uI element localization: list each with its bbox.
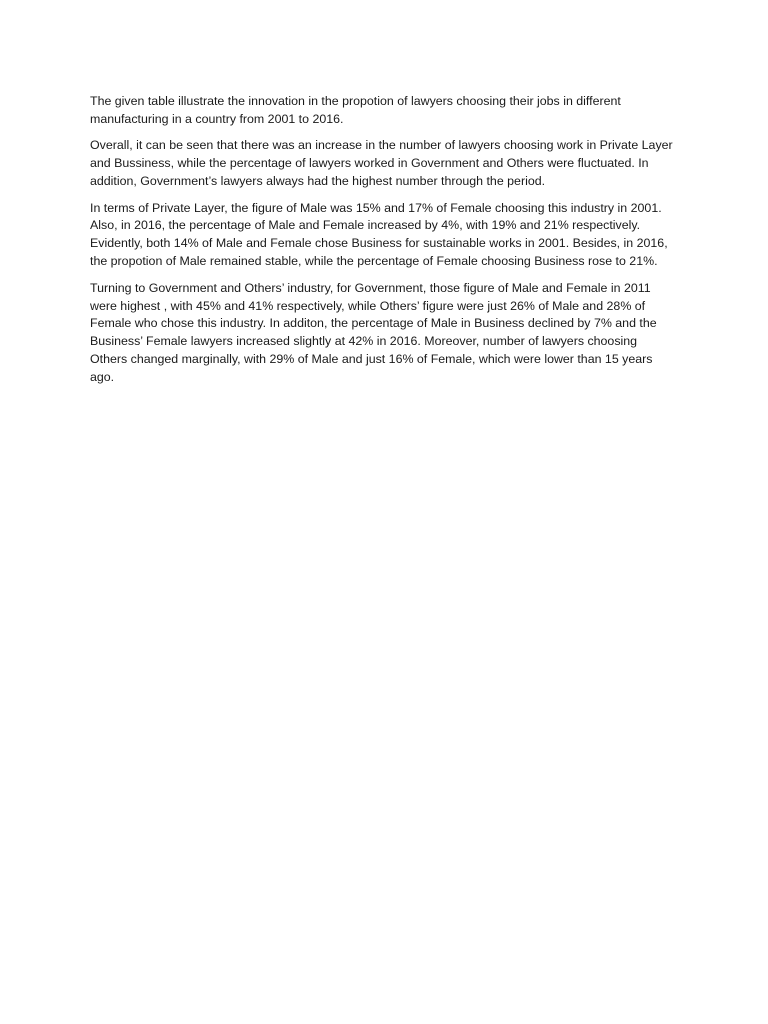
document-body (90, 93, 675, 396)
paragraph-private-layer-business: In terms of Private Layer, the figure of Male was 15% and 17% of Female choosing this industry in 2001. Also, in 2016, the percentage of Male and Female increased by 4%, with 19% and 21% respectively. Evidently, both 14% of Male and Female chose Business for sustainable works in 2001. Besides, in 2016, the propotion of Male remained stable, while the percentage of Female choosing Business rose to 21%. (90, 200, 668, 269)
paragraph-government-others: Turning to Government and Others’ industry, for Government, those figure of Male and Female in 2011 were highest , with 45% and 41% respectively, while Others’ figure were just 26% of Male and 28% of Female who chose this industry. In additon, the percentage of Male in Business declined by 7% and the Business’ Female lawyers increased slightly at 42% in 2016. Moreover, number of lawyers choosing Others changed marginally, with 29% of Male and just 16% of Female, which were lower than 15 years ago. (90, 280, 657, 385)
paragraph-overview: Overall, it can be seen that there was an increase in the number of lawyers choosing work in Private Layer and Bussiness, while the percentage of lawyers worked in Government and Others were fluctuated. In addition, Government’s lawyers always had the highest number through the period. (90, 138, 673, 189)
paragraph-intro: The given table illustrate the innovation in the propotion of lawyers choosing their jobs in different manufacturing in a country from 2001 to 2016. (90, 94, 621, 126)
